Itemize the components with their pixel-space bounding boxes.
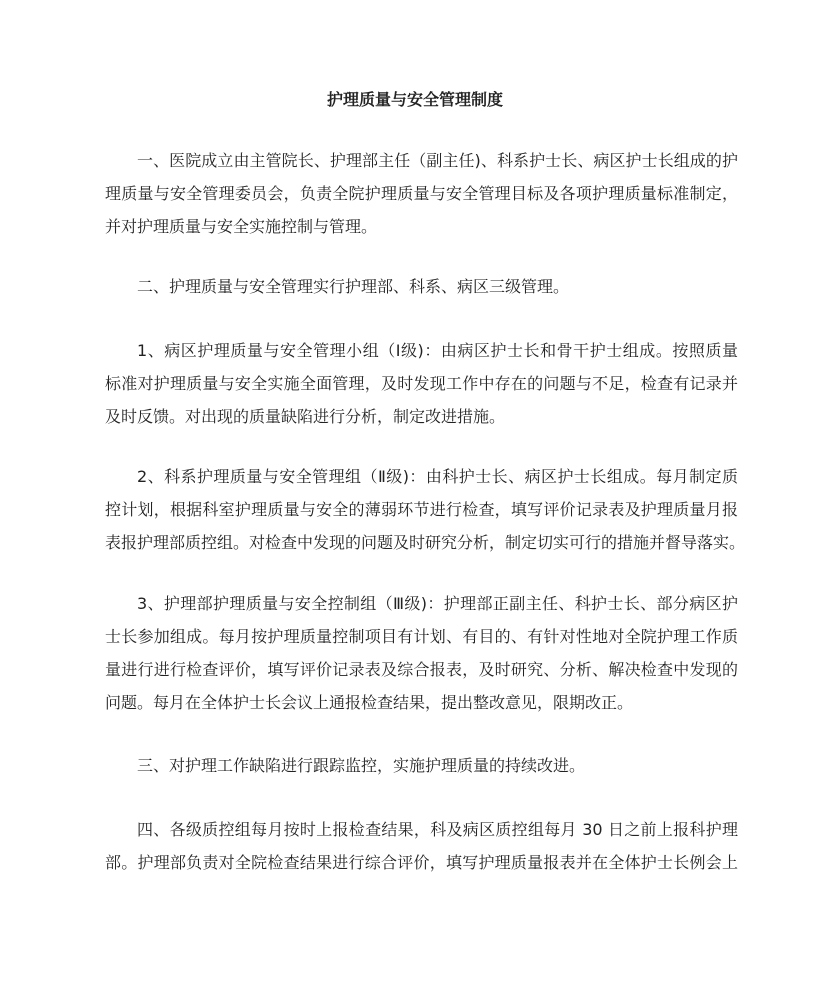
paragraph-line: 3、护理部护理质量与安全控制组（Ⅲ级)：护理部正副主任、科护士长、部分病区护 xyxy=(137,594,738,613)
paragraph xyxy=(105,144,738,243)
paragraph-line: 及时反馈。对出现的质量缺陷进行分析，制定改进措施。 xyxy=(105,407,506,426)
paragraph-line: 控计划，根据科室护理质量与安全的薄弱环节进行检查，填写评价记录表及护理质量月报 xyxy=(105,500,738,519)
paragraph-line: 士长参加组成。每月按护理质量控制项目有计划、有目的、有针对性地对全院护理工作质 xyxy=(105,627,738,646)
paragraph-line: 量进行进行检查评价，填写评价记录表及综合报表，及时研究、分析、解决检查中发现的 xyxy=(105,660,738,679)
paragraph-line: 三、对护理工作缺陷进行跟踪监控，实施护理质量的持续改进。 xyxy=(137,756,586,775)
paragraph-line: 部。护理部负责对全院检查结果进行综合评价，填写护理质量报表并在全体护士长例会上 xyxy=(105,853,738,872)
paragraph xyxy=(105,749,738,782)
document-title: 护理质量与安全管理制度 xyxy=(326,90,503,109)
paragraph xyxy=(105,334,738,433)
paragraph-line: 1、病区护理质量与安全管理小组（Ⅰ级)：由病区护士长和骨干护士组成。按照质量 xyxy=(137,341,738,360)
paragraph-line: 表报护理部质控组。对检查中发现的问题及时研究分析，制定切实可行的措施并督导落实。 xyxy=(105,533,746,552)
paragraph xyxy=(105,460,746,559)
paragraph-line: 问题。每月在全体护士长会议上通报检查结果，提出整改意见，限期改正。 xyxy=(105,693,634,712)
paragraph xyxy=(105,270,738,303)
paragraph-line: 二、护理质量与安全管理实行护理部、科系、病区三级管理。 xyxy=(137,277,570,296)
paragraph xyxy=(105,587,738,719)
paragraph xyxy=(105,813,738,879)
paragraph-line: 2、科系护理质量与安全管理组（Ⅱ级)：由科护士长、病区护士长组成。每月制定质 xyxy=(137,467,738,486)
paragraph-line: 标准对护理质量与安全实施全面管理，及时发现工作中存在的问题与不足，检查有记录并 xyxy=(105,374,738,393)
paragraph-line: 一、医院成立由主管院长、护理部主任（副主任)、科系护士长、病区护士长组成的护 xyxy=(137,151,738,170)
paragraph-line: 四、各级质控组每月按时上报检查结果，科及病区质控组每月 30 日之前上报科护理 xyxy=(137,820,738,839)
paragraph-line: 并对护理质量与安全实施控制与管理。 xyxy=(105,217,378,236)
paragraph-line: 理质量与安全管理委员会，负责全院护理质量与安全管理目标及各项护理质量标准制定， xyxy=(105,184,738,203)
